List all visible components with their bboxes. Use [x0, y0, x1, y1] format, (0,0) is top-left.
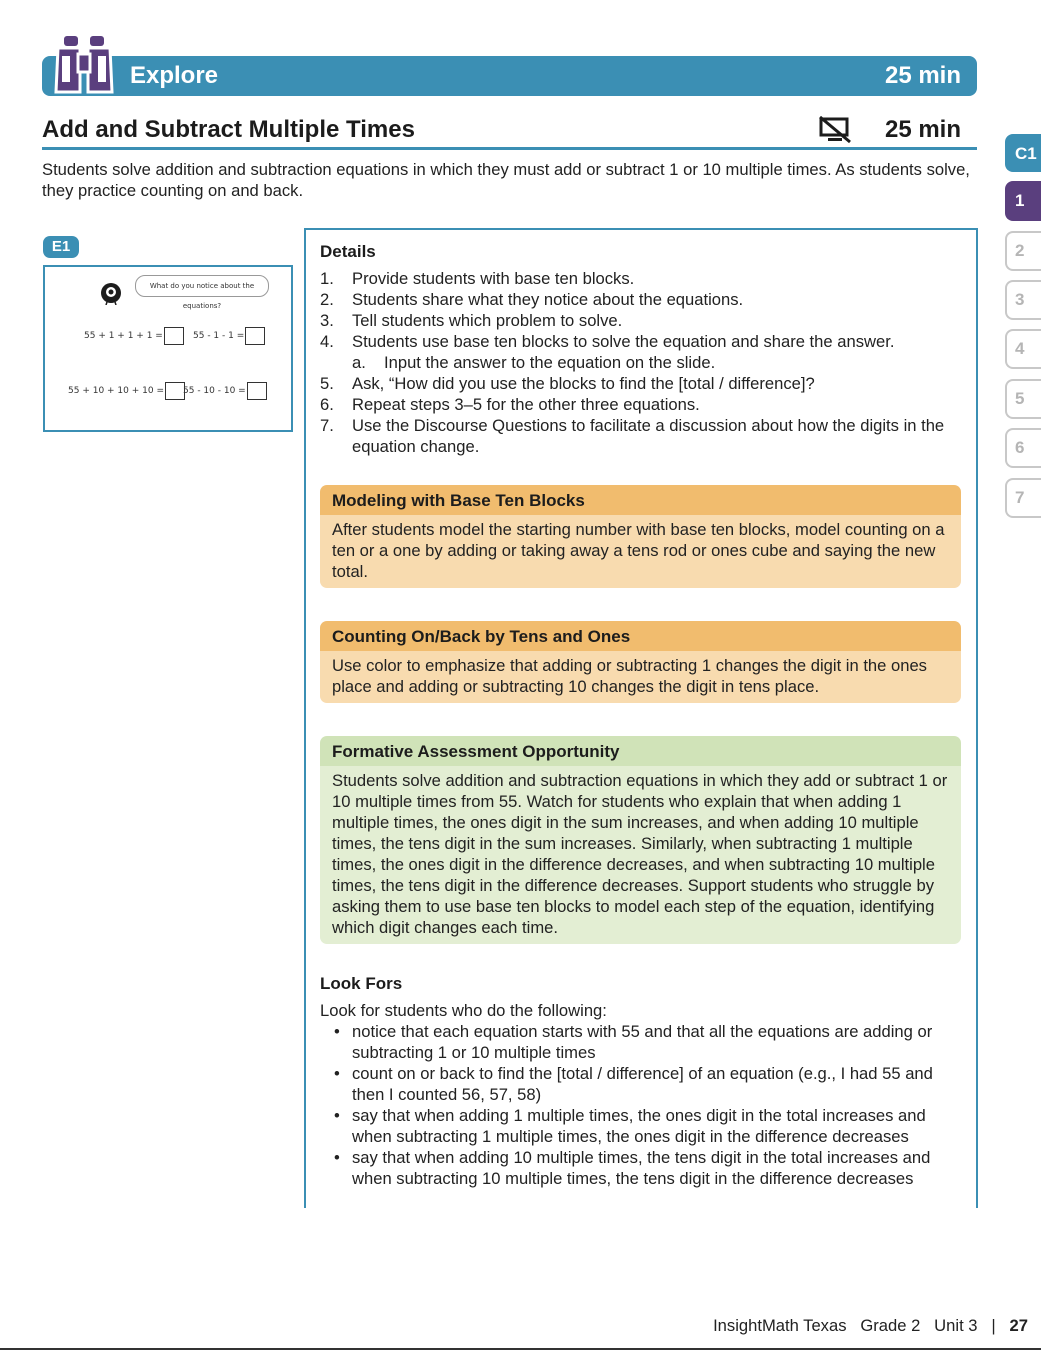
binoculars-icon: [52, 34, 116, 96]
speech-bubble: What do you notice about the equations?: [135, 275, 269, 297]
mascot-icon: [99, 281, 123, 305]
step-item: 2. Students share what they notice about the equations.: [320, 290, 744, 309]
callout-body: Students solve addition and subtraction equations in which they add or subtract 1 or 10 multiple times from 55. Watch for students who explain that when adding 1 multiple times, the ones digit in the sum increases, and when adding 10 multiple times, the tens digit in the sum increases. Similarly, when subtracting 1 multiple times, the ones digit in the difference decreases, and when subtracting 10 multiple times, the tens digit in the difference decreases. Support students who struggle by asking them to use base ten blocks to model each step of the equation, identifying which digit changes each time.: [320, 766, 961, 944]
list-item: • say that when adding 10 multiple times, the tens digit in the total increases and when subtracting 10 multiple times, the tens digit in the difference decreases: [334, 1148, 931, 1188]
step-item: 6. Repeat steps 3–5 for the other three equations.: [320, 395, 700, 414]
footer-separator: |: [991, 1316, 996, 1335]
answer-box: [247, 382, 267, 400]
step-item: 7. Use the Discourse Questions to facilitate a discussion about how the digits in the equation change.: [320, 416, 945, 456]
slide-thumbnail[interactable]: [43, 265, 293, 432]
look-fors-list: [320, 1021, 965, 1189]
footer-book: InsightMath Texas: [713, 1316, 847, 1335]
tab-c1[interactable]: C1: [1005, 134, 1041, 172]
list-item: • count on or back to find the [total / difference] of an equation (e.g., I had 55 and then I counted 56, 57, 58): [334, 1064, 933, 1104]
step-item: 1. Provide students with base ten blocks.: [320, 269, 635, 288]
answer-box: [245, 327, 265, 345]
title-divider: [42, 147, 977, 150]
list-item: • notice that each equation starts with 55 and that all the equations are adding or subtracting 1 or 10 multiple times: [334, 1022, 933, 1062]
callout-formative-assessment: [320, 736, 961, 944]
tab-4[interactable]: 4: [1005, 329, 1041, 369]
banner-time: 25 min: [884, 62, 961, 89]
details-heading: Details: [320, 242, 376, 261]
slide-equation: 55 - 10 - 10 =: [183, 382, 267, 400]
page-footer: [620, 1316, 1028, 1336]
step-item: 4. Students use base ten blocks to solve the equation and share the answer.: [320, 332, 895, 351]
page-number: 27: [1009, 1316, 1028, 1335]
tab-2[interactable]: 2: [1005, 231, 1041, 271]
tab-3[interactable]: 3: [1005, 280, 1041, 320]
banner-title: Explore: [130, 62, 219, 89]
slide-equation: 55 - 1 - 1 =: [193, 327, 265, 345]
tab-7[interactable]: 7: [1005, 478, 1041, 518]
list-item: • say that when adding 1 multiple times, the ones digit in the total increases and when subtracting 1 multiple times, the ones digit in the difference decreases: [334, 1106, 926, 1146]
slide-badge: E1: [43, 236, 79, 258]
substep-item: a. Input the answer to the equation on the slide.: [352, 353, 716, 372]
slide-equation: 55 + 1 + 1 + 1 =: [84, 327, 184, 345]
callout-body: Use color to emphasize that adding or subtracting 1 changes the digit in the ones place and adding or subtracting 10 changes the digit in tens place.: [320, 651, 961, 703]
lesson-title: Add and Subtract Multiple Times: [42, 116, 415, 143]
tab-1[interactable]: 1: [1005, 181, 1041, 221]
callout-title: Counting On/Back by Tens and Ones: [320, 621, 961, 651]
callout-counting: [320, 621, 961, 703]
details-steps: [320, 268, 960, 457]
look-fors-intro: Look for students who do the following:: [320, 1001, 607, 1020]
footer-grade: Grade 2: [860, 1316, 921, 1335]
tab-6[interactable]: 6: [1005, 428, 1041, 468]
tab-5[interactable]: 5: [1005, 379, 1041, 419]
no-screen-icon: [818, 116, 852, 144]
lesson-summary: Students solve addition and subtraction equations in which they must add or subtract 1 or 10 multiple times. As students solve, they practice counting on and back.: [42, 160, 970, 200]
answer-box: [164, 327, 184, 345]
step-item: 5. Ask, “How did you use the blocks to find the [total / difference]?: [320, 374, 815, 393]
answer-box: [165, 382, 185, 400]
step-item: 3. Tell students which problem to solve.: [320, 311, 623, 330]
callout-title: Formative Assessment Opportunity: [320, 736, 961, 766]
callout-title: Modeling with Base Ten Blocks: [320, 485, 961, 515]
callout-modeling: [320, 485, 961, 588]
lesson-time: 25 min: [884, 116, 961, 143]
footer-unit: Unit 3: [934, 1316, 978, 1335]
look-fors-heading: Look Fors: [320, 974, 403, 993]
callout-body: After students model the starting number with base ten blocks, model counting on a ten or a one by adding or taking away a tens rod or ones cube and saying the new total.: [320, 515, 961, 588]
slide-equation: 55 + 10 + 10 + 10 =: [68, 382, 185, 400]
